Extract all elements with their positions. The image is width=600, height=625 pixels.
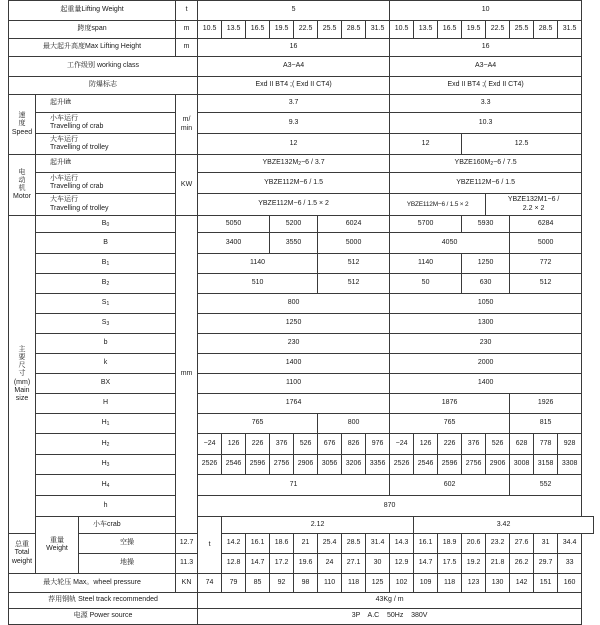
dims-cat-cn: 主 xyxy=(18,346,26,354)
dim-label xyxy=(36,216,176,233)
speed-trolley-10t-a: 12 xyxy=(390,134,462,155)
row-motor-trolley xyxy=(9,194,594,216)
span-label: 跨度span xyxy=(9,21,176,39)
dim-symbol: H xyxy=(101,439,107,447)
weight-category xyxy=(36,517,79,574)
row-explosion-proof xyxy=(9,77,594,95)
power-source-value: 3P A.C 50Hz 380V xyxy=(198,609,582,625)
wheel-value: 79 xyxy=(222,574,246,593)
row-dim-s3 xyxy=(9,314,594,334)
dim-symbol: S xyxy=(101,299,107,307)
dim-value: 628 xyxy=(510,434,534,455)
speed-cat-cn: 度 xyxy=(18,120,26,128)
dim-symbol: S xyxy=(101,319,107,327)
speed-lift-5t: 3.7 xyxy=(198,95,390,113)
dim-value: 5930 xyxy=(462,216,510,233)
weight-value: 18.9 xyxy=(438,534,462,554)
weight-value: 21 xyxy=(294,534,318,554)
speed-cat-cn: 速 xyxy=(18,112,26,120)
kong-label: 空操 xyxy=(79,534,176,554)
weight-value: 17.5 xyxy=(438,554,462,574)
dim-value: 376 xyxy=(270,434,294,455)
lifting-weight-unit: t xyxy=(176,1,198,21)
dim-value: 1250 xyxy=(198,314,390,334)
wheel-value: 98 xyxy=(294,574,318,593)
motor-lift-10t-model: YBZE160M xyxy=(454,159,491,167)
row-lifting-weight xyxy=(9,1,594,21)
dim-subscript: 1 xyxy=(106,421,110,428)
weight-value: 25.4 xyxy=(318,534,342,554)
span-value: 19.5 xyxy=(270,21,294,39)
dim-value: 826 xyxy=(342,434,366,455)
wheel-value: 118 xyxy=(342,574,366,593)
wheel-pressure-unit: KN xyxy=(176,574,198,593)
dim-value: 526 xyxy=(294,434,318,455)
wheel-value: 118 xyxy=(438,574,462,593)
wheel-value: 74 xyxy=(198,574,222,593)
wheel-value: 109 xyxy=(414,574,438,593)
row-dim-h xyxy=(9,394,594,414)
dim-value: 765 xyxy=(198,414,318,434)
row-dim-b xyxy=(9,233,594,254)
wheel-value: 123 xyxy=(462,574,486,593)
dim-value: 1876 xyxy=(390,394,510,414)
explosion-proof-10t: Exd II BT4 ;( Exd II CT4) xyxy=(390,77,582,95)
dim-label xyxy=(36,314,176,334)
span-value: 28.5 xyxy=(534,21,558,39)
dim-value: 2546 xyxy=(222,455,246,475)
weight-value: 23.2 xyxy=(486,534,510,554)
weight-value: 14.3 xyxy=(390,534,414,554)
dim-label xyxy=(36,455,176,475)
dim-value: 1300 xyxy=(390,314,582,334)
dim-value: 6024 xyxy=(318,216,390,233)
row-weight-di xyxy=(9,554,594,574)
dim-value: 1400 xyxy=(198,354,390,374)
wheel-value: 125 xyxy=(366,574,390,593)
dim-value: 630 xyxy=(462,274,510,294)
dim-symbol: B xyxy=(101,259,107,267)
dim-label: BX xyxy=(36,374,176,394)
motor-trolley-10t-b xyxy=(486,194,582,216)
dim-value: 765 xyxy=(390,414,510,434)
row-dim-h-small xyxy=(9,496,594,517)
dim-value: 3158 xyxy=(534,455,558,475)
dim-value: 512 xyxy=(510,274,582,294)
speed-crab-cn: 小车运行 xyxy=(50,114,78,122)
dim-value: 1764 xyxy=(198,394,390,414)
dim-label: h xyxy=(36,496,176,517)
weight-cat-cn: 重量 xyxy=(50,536,64,544)
dim-symbol: B xyxy=(101,219,107,227)
weight-value: 27.1 xyxy=(342,554,366,574)
motor-lift-label: 起升lift xyxy=(36,155,176,173)
speed-cat-en: Speed xyxy=(11,128,33,136)
weight-value: 11.3 xyxy=(176,554,198,574)
speed-crab-en: Travelling of crab xyxy=(50,123,104,130)
speed-trolley-label xyxy=(36,134,176,155)
dim-label: H xyxy=(36,394,176,414)
weight-value: 12.9 xyxy=(390,554,414,574)
motor-crab-5t: YBZE112M−6 / 1.5 xyxy=(198,173,390,194)
dim-value: 1400 xyxy=(390,374,582,394)
span-value: 19.5 xyxy=(462,21,486,39)
dim-value: 512 xyxy=(318,274,390,294)
row-steel-track xyxy=(9,593,594,609)
motor-cat-cn: 动 xyxy=(18,176,26,184)
weight-value: 27.6 xyxy=(510,534,534,554)
dim-value: 815 xyxy=(510,414,582,434)
dim-subscript: 1 xyxy=(106,301,110,308)
working-class-10t: A3~A4 xyxy=(390,57,582,77)
row-weight-crab xyxy=(9,517,594,534)
row-dim-h1 xyxy=(9,414,594,434)
wheel-pressure-label: 最大轮压 Max。wheel pressure xyxy=(9,574,176,593)
dim-symbol: H xyxy=(101,419,107,427)
speed-trolley-5t: 12 xyxy=(198,134,390,155)
dim-value: 2596 xyxy=(438,455,462,475)
dim-value: 778 xyxy=(534,434,558,455)
span-value: 31.5 xyxy=(558,21,582,39)
dims-cat-en: Main xyxy=(14,386,30,394)
weight-value: 16.1 xyxy=(414,534,438,554)
motor-category xyxy=(9,155,36,216)
weight-value: 14.7 xyxy=(414,554,438,574)
speed-unit-a: m/ xyxy=(182,116,191,124)
weight-value: 24 xyxy=(318,554,342,574)
speed-unit-b: min xyxy=(180,124,193,132)
dim-value: 1926 xyxy=(510,394,582,414)
dim-subscript: 1 xyxy=(106,261,110,268)
motor-trolley-10t-b-power: 2.2 × 2 xyxy=(522,204,545,212)
weight-value: 19.6 xyxy=(294,554,318,574)
dim-value: 3308 xyxy=(558,455,582,475)
weight-value: 31.4 xyxy=(366,534,390,554)
span-value: 13.5 xyxy=(414,21,438,39)
motor-cat-cn: 电 xyxy=(18,168,26,176)
row-motor-crab xyxy=(9,173,594,194)
dim-value: 5050 xyxy=(198,216,270,233)
motor-lift-5t-model: YBZE132M xyxy=(262,159,299,167)
weight-cat-en: Weight xyxy=(46,545,68,552)
motor-trolley-cn: 大车运行 xyxy=(50,196,78,204)
speed-category xyxy=(9,95,36,155)
dim-label xyxy=(36,254,176,274)
motor-lift-5t xyxy=(198,155,390,173)
dim-label: b xyxy=(36,334,176,354)
dim-value: 602 xyxy=(390,475,510,496)
dim-value: 226 xyxy=(438,434,462,455)
dim-value: 2596 xyxy=(246,455,270,475)
dim-value: 6284 xyxy=(510,216,582,233)
dim-value: 5000 xyxy=(318,233,390,254)
row-dim-h3 xyxy=(9,455,594,475)
dims-cat-cn: 要 xyxy=(18,354,26,362)
dim-value: 676 xyxy=(318,434,342,455)
dim-subscript: 4 xyxy=(106,482,110,489)
dim-value: 2526 xyxy=(198,455,222,475)
row-motor-lift xyxy=(9,155,594,173)
motor-crab-10t: YBZE112M−6 / 1.5 xyxy=(390,173,582,194)
dim-label xyxy=(36,414,176,434)
span-value: 25.5 xyxy=(318,21,342,39)
span-value: 22.5 xyxy=(486,21,510,39)
weight-value: 21.8 xyxy=(486,554,510,574)
dim-value: 976 xyxy=(366,434,390,455)
total-weight-cn: 总重 xyxy=(15,541,29,549)
steel-track-value: 43Kg / m xyxy=(198,593,582,609)
span-value: 13.5 xyxy=(222,21,246,39)
weight-value: 16.1 xyxy=(246,534,270,554)
row-power-source xyxy=(9,609,594,625)
dim-value: 526 xyxy=(486,434,510,455)
dim-subscript: 3 xyxy=(106,462,110,469)
span-value: 28.5 xyxy=(342,21,366,39)
lifting-weight-5t: 5 xyxy=(198,1,390,21)
motor-trolley-label xyxy=(36,194,176,216)
dim-value: 71 xyxy=(198,475,390,496)
max-lifting-height-label: 最大起升高度Max Lifting Height xyxy=(9,39,176,57)
dims-cat-cn: 寸 xyxy=(18,370,26,378)
speed-unit xyxy=(176,95,198,155)
row-speed-trolley xyxy=(9,134,594,155)
dims-unit: mm xyxy=(176,216,198,534)
dim-subscript: 2 xyxy=(106,441,110,448)
dim-symbol: B xyxy=(101,279,107,287)
dim-value: 552 xyxy=(510,475,582,496)
weight-value: 12.7 xyxy=(176,534,198,554)
speed-crab-5t: 9.3 xyxy=(198,113,390,134)
speed-trolley-en: Travelling of trolley xyxy=(50,144,109,151)
di-label: 地操 xyxy=(79,554,176,574)
dim-value: 126 xyxy=(414,434,438,455)
span-value: 16.5 xyxy=(438,21,462,39)
row-wheel-pressure xyxy=(9,574,594,593)
dims-cat-en: size xyxy=(15,394,29,402)
dim-value: 230 xyxy=(198,334,390,354)
dim-value: 1140 xyxy=(390,254,462,274)
weight-value: 29.7 xyxy=(534,554,558,574)
weight-value: 28.5 xyxy=(342,534,366,554)
row-dim-b0 xyxy=(9,216,594,233)
speed-lift-label: 起升lift xyxy=(36,95,176,113)
dim-value: 3550 xyxy=(270,233,318,254)
speed-trolley-cn: 大车运行 xyxy=(50,135,78,143)
power-source-label: 电源 Power source xyxy=(9,609,198,625)
speed-trolley-10t-b: 12.5 xyxy=(462,134,582,155)
motor-unit: KW xyxy=(176,155,198,216)
row-dim-h4 xyxy=(9,475,594,496)
steel-track-label: 荐用钢轨 Steel track recommended xyxy=(9,593,198,609)
weight-crab-5t: 2.12 xyxy=(222,517,414,534)
wheel-value: 151 xyxy=(534,574,558,593)
row-span xyxy=(9,21,594,39)
weight-value: 19.2 xyxy=(462,554,486,574)
dim-label xyxy=(36,475,176,496)
motor-trolley-10t-b-model: YBZE132M1−6 / xyxy=(507,196,560,204)
speed-crab-10t: 10.3 xyxy=(390,113,582,134)
weight-value: 12.8 xyxy=(222,554,246,574)
dim-value: 1140 xyxy=(198,254,318,274)
dims-category xyxy=(9,216,36,534)
row-dim-bx xyxy=(9,374,594,394)
span-value: 10.5 xyxy=(198,21,222,39)
lifting-weight-label: 起重量Lifting Weight xyxy=(9,1,176,21)
speed-lift-10t: 3.3 xyxy=(390,95,582,113)
motor-lift-5t-sub: 2 xyxy=(298,161,302,168)
motor-lift-10t xyxy=(390,155,582,173)
explosion-proof-5t: Exd II BT4 ;( Exd II CT4) xyxy=(198,77,390,95)
row-dim-h2 xyxy=(9,434,594,455)
row-max-lifting-height xyxy=(9,39,594,57)
dim-label xyxy=(36,274,176,294)
spec-table xyxy=(8,0,594,625)
weight-unit: t xyxy=(198,517,222,574)
working-class-5t: A3~A4 xyxy=(198,57,390,77)
motor-lift-5t-tail: −6 / 3.7 xyxy=(301,159,325,167)
motor-cat-en: Motor xyxy=(13,193,31,201)
row-dim-b1 xyxy=(9,254,594,274)
weight-value: 34.4 xyxy=(558,534,582,554)
dim-value: 1250 xyxy=(462,254,510,274)
weight-value: 20.6 xyxy=(462,534,486,554)
dim-label: B xyxy=(36,233,176,254)
explosion-proof-label: 防爆标志 xyxy=(9,77,198,95)
weight-value: 17.2 xyxy=(270,554,294,574)
weight-crab-10t: 3.42 xyxy=(414,517,594,534)
dim-value: 800 xyxy=(198,294,390,314)
dim-value: 5000 xyxy=(510,233,582,254)
span-value: 31.5 xyxy=(366,21,390,39)
dim-subscript: 2 xyxy=(106,281,110,288)
dim-value: 2526 xyxy=(390,455,414,475)
max-lifting-height-10t: 16 xyxy=(390,39,582,57)
dim-value: 1050 xyxy=(390,294,582,314)
total-weight-en: Total xyxy=(14,549,30,557)
dim-value: 50 xyxy=(390,274,462,294)
dim-value: 4050 xyxy=(390,233,510,254)
speed-crab-label xyxy=(36,113,176,134)
weight-value: 14.2 xyxy=(222,534,246,554)
span-value: 10.5 xyxy=(390,21,414,39)
dim-subscript: 0 xyxy=(106,221,110,228)
weight-value: 33 xyxy=(558,554,582,574)
row-speed-crab xyxy=(9,113,594,134)
span-value: 16.5 xyxy=(246,21,270,39)
dim-value: 870 xyxy=(198,496,582,517)
dim-label xyxy=(36,294,176,314)
motor-lift-10t-sub: 2 xyxy=(490,161,494,168)
motor-crab-label xyxy=(36,173,176,194)
dim-value: −24 xyxy=(198,434,222,455)
motor-trolley-10t-a: YBZE112M−6 / 1.5 × 2 xyxy=(390,194,486,216)
row-working-class xyxy=(9,57,594,77)
dim-value: 2756 xyxy=(270,455,294,475)
dim-value: −24 xyxy=(390,434,414,455)
dim-subscript: 3 xyxy=(106,321,110,328)
motor-crab-cn: 小车运行 xyxy=(50,174,78,182)
dim-symbol: H xyxy=(101,480,107,488)
dims-cat-cn: 尺 xyxy=(18,362,26,370)
weight-value: 14.7 xyxy=(246,554,270,574)
dim-label: k xyxy=(36,354,176,374)
row-dim-b2 xyxy=(9,274,594,294)
working-class-label: 工作级别 working class xyxy=(9,57,198,77)
row-speed-lift xyxy=(9,95,594,113)
dim-value: 800 xyxy=(318,414,390,434)
dim-value: 226 xyxy=(246,434,270,455)
dim-value: 2756 xyxy=(462,455,486,475)
dim-value: 2546 xyxy=(414,455,438,475)
motor-crab-en: Travelling of crab xyxy=(50,183,104,190)
total-weight-en: weight xyxy=(11,557,33,565)
dim-value: 772 xyxy=(510,254,582,274)
wheel-value: 85 xyxy=(246,574,270,593)
weight-value: 18.6 xyxy=(270,534,294,554)
dim-value: 376 xyxy=(462,434,486,455)
dim-value: 5700 xyxy=(390,216,462,233)
wheel-value: 102 xyxy=(390,574,414,593)
dim-value: 510 xyxy=(198,274,318,294)
dim-symbol: H xyxy=(101,460,107,468)
dim-label xyxy=(36,434,176,455)
span-value: 25.5 xyxy=(510,21,534,39)
dim-value: 230 xyxy=(390,334,582,354)
dim-value: 928 xyxy=(558,434,582,455)
dim-value: 2906 xyxy=(294,455,318,475)
dims-cat-en: (mm) xyxy=(13,378,31,386)
dim-value: 3400 xyxy=(198,233,270,254)
dim-value: 3008 xyxy=(510,455,534,475)
dim-value: 3356 xyxy=(366,455,390,475)
weight-crab-label: 小车crab xyxy=(79,517,198,534)
wheel-value: 160 xyxy=(558,574,582,593)
dim-value: 2000 xyxy=(390,354,582,374)
wheel-value: 110 xyxy=(318,574,342,593)
motor-cat-cn: 机 xyxy=(18,185,26,192)
row-dim-b-small xyxy=(9,334,594,354)
row-dim-s1 xyxy=(9,294,594,314)
span-unit: m xyxy=(176,21,198,39)
dim-value: 3206 xyxy=(342,455,366,475)
motor-trolley-5t: YBZE112M−6 / 1.5 × 2 xyxy=(198,194,390,216)
motor-lift-10t-tail: −6 / 7.5 xyxy=(493,159,517,167)
dim-value: 2906 xyxy=(486,455,510,475)
span-value: 22.5 xyxy=(294,21,318,39)
motor-trolley-en: Travelling of trolley xyxy=(50,204,109,212)
dim-value: 126 xyxy=(222,434,246,455)
max-lifting-height-5t: 16 xyxy=(198,39,390,57)
weight-value: 30 xyxy=(366,554,390,574)
wheel-value: 142 xyxy=(510,574,534,593)
wheel-value: 92 xyxy=(270,574,294,593)
dim-value: 1100 xyxy=(198,374,390,394)
lifting-weight-10t: 10 xyxy=(390,1,582,21)
row-weight-kong xyxy=(9,534,594,554)
dim-value: 3056 xyxy=(318,455,342,475)
max-lifting-height-unit: m xyxy=(176,39,198,57)
total-weight-label xyxy=(9,534,36,574)
dim-value: 512 xyxy=(318,254,390,274)
wheel-value: 130 xyxy=(486,574,510,593)
weight-value: 26.2 xyxy=(510,554,534,574)
weight-value: 31 xyxy=(534,534,558,554)
dim-value: 5200 xyxy=(270,216,318,233)
row-dim-k xyxy=(9,354,594,374)
